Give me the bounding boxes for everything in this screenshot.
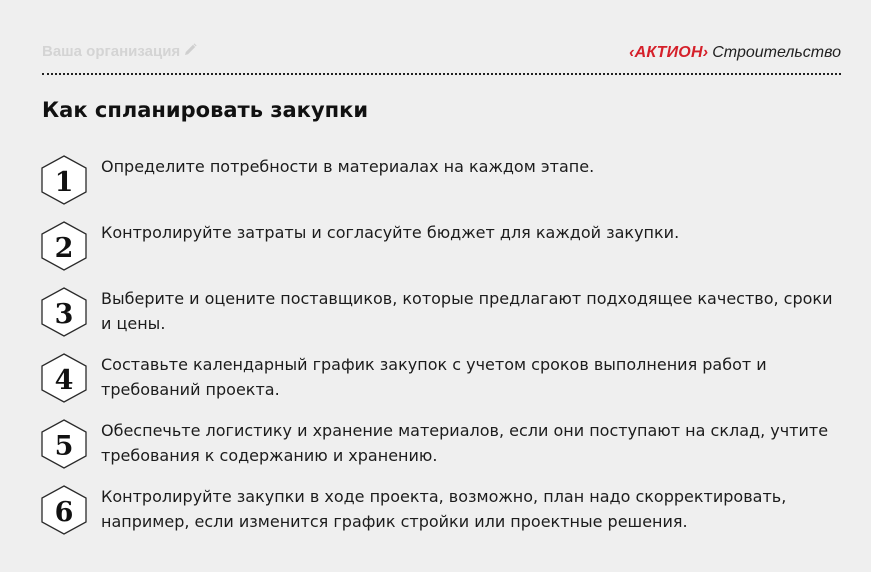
- step-item: [40, 484, 840, 544]
- step-text: Контролируйте затраты и согласуйте бюджет для каждой закупки.: [101, 223, 680, 242]
- header: [42, 38, 841, 75]
- step-number: 4: [54, 364, 74, 396]
- step-text: Составьте календарный график закупок с учетом сроков выполнения работ и требований проекта.: [101, 355, 767, 399]
- pencil-icon[interactable]: [184, 43, 197, 60]
- step-text: Выберите и оцените поставщиков, которые предлагают подходящее качество, сроки и цены.: [101, 289, 833, 333]
- page-title: Как спланировать закупки: [42, 98, 369, 122]
- step-number: 1: [54, 166, 74, 198]
- step-number: 5: [54, 430, 74, 462]
- step-text: Обеспечьте логистику и хранение материалов, если они поступают на склад, учтите требования к содержанию и хранению.: [101, 421, 829, 465]
- brand-logo-text: ‹АКТИОН›: [629, 44, 709, 61]
- step-item: [40, 286, 840, 346]
- step-number-badge: [40, 418, 88, 470]
- step-item: [40, 352, 840, 412]
- step-item: [40, 154, 840, 214]
- brand-logo: [629, 44, 841, 62]
- organization-name-field[interactable]: [42, 43, 197, 60]
- organization-placeholder[interactable]: Ваша организация: [42, 43, 181, 60]
- step-text: Контролируйте закупки в ходе проекта, возможно, план надо скорректировать, например, если изменится график стройки или проектные решения.: [101, 487, 787, 531]
- brand-section-name: Строительство: [712, 44, 841, 61]
- step-number: 6: [54, 496, 74, 528]
- step-text: Определите потребности в материалах на каждом этапе.: [101, 157, 595, 176]
- step-number-badge: [40, 352, 88, 404]
- step-number-badge: [40, 220, 88, 272]
- step-item: [40, 418, 840, 478]
- step-item: [40, 220, 840, 280]
- step-number-badge: [40, 484, 88, 536]
- step-number: 3: [54, 298, 74, 330]
- step-number-badge: [40, 286, 88, 338]
- step-number: 2: [54, 232, 74, 264]
- step-number-badge: [40, 154, 88, 206]
